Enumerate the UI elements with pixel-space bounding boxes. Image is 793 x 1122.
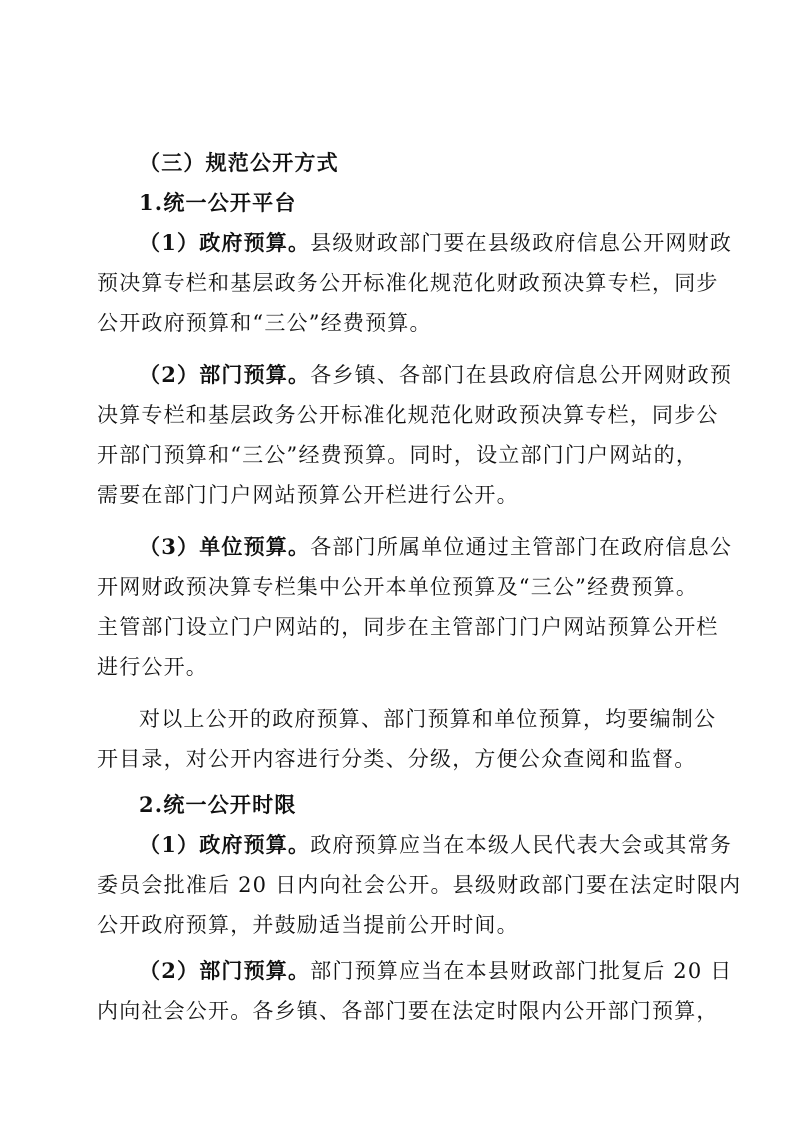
paragraph-line — [97, 825, 733, 865]
paragraph-line: 对以上公开的政府预算、部门预算和单位预算，均要编制公 — [139, 707, 717, 731]
paragraph-line — [97, 951, 733, 991]
paragraph-line: 主管部门设立门户网站的，同步在主管部门门户网站预算公开栏 — [97, 615, 719, 639]
paragraph-text: 县级财政部门要在县级政府信息公开网财政 — [310, 231, 733, 255]
paragraph-line — [97, 527, 733, 567]
section-heading: （三）规范公开方式 — [139, 150, 339, 175]
subsection-heading-time-limit: 2.统一公开时限 — [139, 792, 297, 817]
paragraph-text: 部门预算应当在本县财政部门批复后 20 日 — [310, 959, 733, 983]
paragraph-department-budget-deadline — [97, 951, 733, 1031]
document-body — [97, 143, 742, 1031]
subsection-heading-platform: 1.统一公开平台 — [139, 190, 297, 215]
paragraph-line: 委员会批准后 20 日内向社会公开。县级财政部门要在法定时限内 — [97, 873, 742, 897]
paragraph-unit-budget — [97, 527, 733, 687]
item-label: （1）政府预算。 — [139, 832, 311, 857]
paragraph-text: 各乡镇、各部门在县政府信息公开网财政预 — [310, 363, 733, 387]
item-label: （3）单位预算。 — [139, 534, 311, 559]
paragraph-catalog — [97, 699, 717, 779]
paragraph-text: 政府预算应当在本级人民代表大会或其常务 — [310, 833, 733, 857]
paragraph-line — [97, 223, 733, 263]
paragraph-line: 决算专栏和基层政务公开标准化规范化财政预决算专栏，同步公 — [97, 403, 719, 427]
item-label: （2）部门预算。 — [139, 958, 311, 983]
paragraph-line: 开网财政预决算专栏集中公开本单位预算及“三公”经费预算。 — [97, 575, 699, 599]
paragraph-department-budget — [97, 355, 733, 515]
paragraph-line: 开目录，对公开内容进行分类、分级，方便公众查阅和监督。 — [97, 747, 697, 771]
paragraph-line: 预决算专栏和基层政务公开标准化规范化财政预决算专栏，同步 — [97, 271, 719, 295]
paragraph-line — [97, 355, 733, 395]
paragraph-government-budget-deadline — [97, 825, 742, 945]
paragraph-line: 公开政府预算，并鼓励适当提前公开时间。 — [97, 913, 519, 937]
paragraph-line: 需要在部门门户网站预算公开栏进行公开。 — [97, 483, 519, 507]
paragraph-text: 各部门所属单位通过主管部门在政府信息公 — [310, 535, 733, 559]
item-label: （1）政府预算。 — [139, 230, 311, 255]
paragraph-line: 进行公开。 — [97, 655, 208, 679]
paragraph-line: 开部门预算和“三公”经费预算。同时，设立部门门户网站的， — [97, 443, 699, 467]
paragraph-line: 内向社会公开。各乡镇、各部门要在法定时限内公开部门预算， — [97, 999, 719, 1023]
paragraph-line: 公开政府预算和“三公”经费预算。 — [97, 311, 432, 335]
paragraph-government-budget — [97, 223, 733, 343]
item-label: （2）部门预算。 — [139, 362, 311, 387]
